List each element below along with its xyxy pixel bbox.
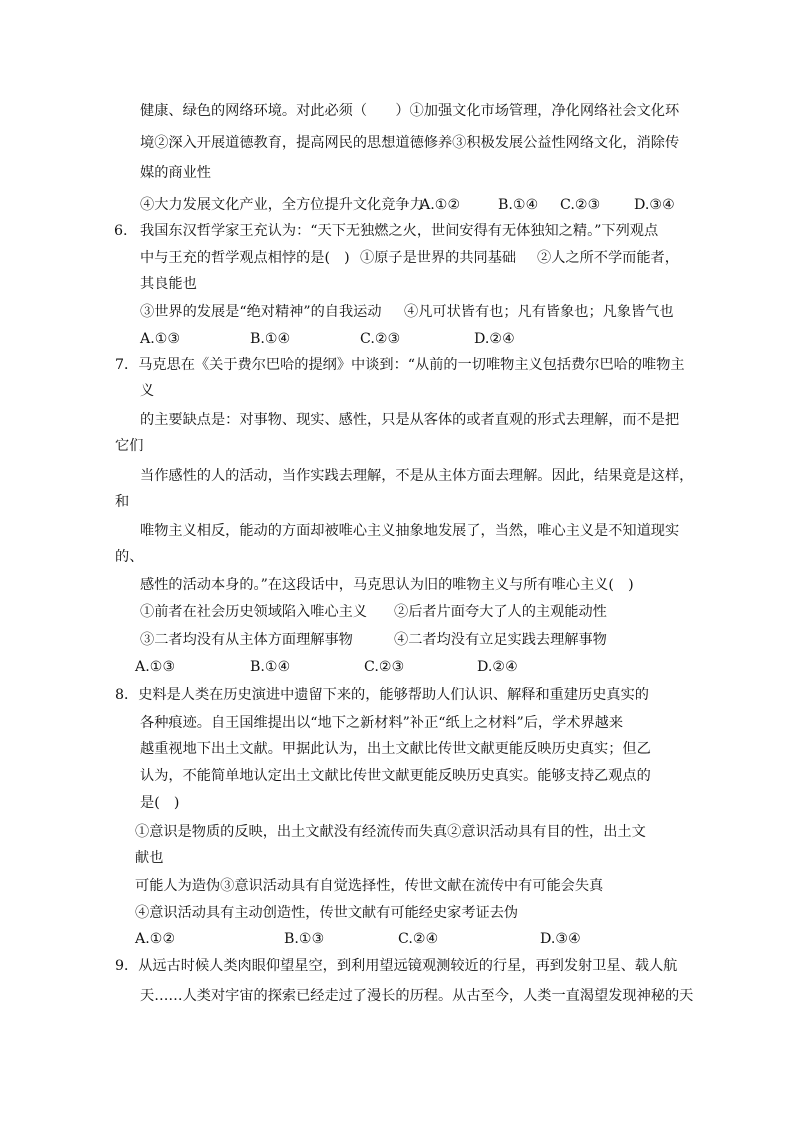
text-line: 可能人为造伪③意识活动具有自觉选择性，传世文献在流传中有可能会失真: [135, 878, 604, 894]
option-d: D.②④: [477, 659, 518, 675]
text-line: 献也: [135, 850, 164, 866]
statement-1: ①前者在社会历史领域陷入唯心主义: [140, 604, 368, 620]
text-line: 各种痕迹。自王国维提出以“地下之新材料”补正“纸上之材料”后，学术界越来: [140, 715, 624, 731]
option-b: B.①④: [498, 197, 539, 213]
text-line: 当作感性的人的活动，当作实践去理解，不是从主体方面去理解。因此，结果竟是这样，: [140, 468, 694, 484]
text-line: 的主要缺点是：对事物、现实、感性，只是从客体的或者直观的形式去理解，而不是把: [140, 412, 680, 428]
option-a: A.①②: [135, 931, 176, 947]
statement-1: ①原子是世界的共同基础: [360, 250, 517, 266]
text-line: 义: [140, 383, 155, 399]
option-d: D.③④: [634, 197, 675, 213]
option-d: D.③④: [540, 931, 581, 947]
statement-4: ④凡可状皆有也；凡有皆象也；凡象皆气也: [404, 304, 674, 320]
text-line: 和: [115, 494, 130, 510]
statement-2: ②后者片面夸大了人的主观能动性: [394, 604, 607, 620]
text-line: ①意识是物质的反映，出土文献没有经流传而失真②意识活动具有目的性，出土文: [135, 824, 646, 840]
text-line: 健康、绿色的网络环境。对此必须（ ）①加强文化市场管理，净化网络社会文化环: [140, 103, 680, 119]
text-line: 中与王充的哲学观点相悖的是( ): [140, 250, 350, 266]
option-b: B.①④: [250, 331, 291, 347]
text-line: 唯物主义相反，能动的方面却被唯心主义抽象地发展了，当然，唯心主义是不知道现实: [140, 523, 680, 539]
option-a: A.①②: [420, 197, 461, 213]
option-a: A.①③: [135, 659, 176, 675]
text-line: 7．马克思在《关于费尔巴哈的提纲》中谈到：“从前的一切唯物主义包括费尔巴哈的唯物主: [115, 357, 685, 373]
text-line: 境②深入开展道德教育，提高网民的思想道德修养③积极发展公益性网络文化，消除传: [140, 135, 680, 151]
text-line: 9．从远古时候人类肉眼仰望星空，到利用望远镜观测较近的行星，再到发射卫星、载人航: [115, 958, 678, 974]
option-c: C.②③: [364, 659, 405, 675]
option-c: C.②③: [360, 331, 401, 347]
text-line: 我国东汉哲学家王充认为：“天下无独燃之火，世间安得有无体独知之精。”下列观点: [140, 223, 659, 239]
option-b: B.①④: [250, 659, 291, 675]
option-a: A.①③: [140, 331, 181, 347]
text-line: 是( ): [140, 795, 180, 811]
statement-2: ②人之所不学而能者，: [537, 250, 679, 266]
text-line: 感性的活动本身的。”在这段话中，马克思认为旧的唯物主义与所有唯心主义( ): [140, 577, 634, 593]
option-b: B.①③: [284, 931, 325, 947]
text-line: 认为，不能简单地认定出土文献比传世文献更能反映历史真实。能够支持乙观点的: [140, 768, 651, 784]
option-c: C.②③: [560, 197, 601, 213]
text-line: ④意识活动具有主动创造性，传世文献有可能经史家考证去伪: [135, 905, 519, 921]
text-line: 其良能也: [140, 276, 197, 292]
text-line: 的、: [115, 549, 144, 565]
question-number: 6.: [114, 223, 128, 239]
statement-3: ③世界的发展是“绝对精神”的自我运动: [140, 304, 382, 320]
text-line: 8．史料是人类在历史演进中遗留下来的，能够帮助人们认识、解释和重建历史真实的: [115, 687, 649, 703]
text-line: 它们: [115, 438, 144, 454]
statement-3: ③二者均没有从主体方面理解事物: [140, 632, 353, 648]
text-line: 越重视地下出土文献。甲据此认为，出土文献比传世文献更能反映历史真实；但乙: [140, 741, 651, 757]
statement-4: ④二者均没有立足实践去理解事物: [394, 632, 607, 648]
text-line: 媒的商业性: [140, 165, 211, 181]
option-c: C.②④: [398, 931, 439, 947]
text-line: ④大力发展文化产业，全方位提升文化竞争力: [140, 197, 424, 213]
text-line: 天……人类对宇宙的探索已经走过了漫长的历程。从古至今，人类一直渴望发现神秘的天: [140, 988, 694, 1004]
option-d: D.②④: [474, 331, 515, 347]
